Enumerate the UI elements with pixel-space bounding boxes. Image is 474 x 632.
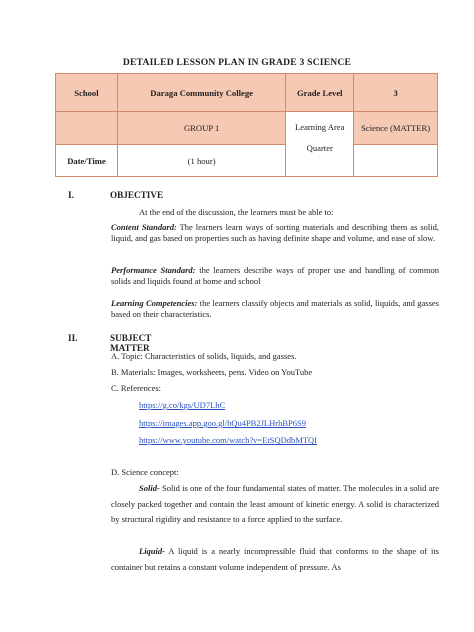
subject-matter-numeral: II.	[68, 333, 78, 343]
table-row	[56, 74, 438, 112]
learning-competencies-text: the learners classify objects and materials as solid, liquids, and gasses based on their characteristics.	[111, 298, 439, 320]
references-line: C. References:	[111, 383, 162, 393]
datetime-label: Date/Time	[56, 145, 118, 177]
liquid-label: Liquid-	[139, 546, 165, 556]
learning-competencies	[111, 298, 439, 321]
grade-level-value: 3	[354, 74, 438, 112]
reference-link[interactable]: https://www.youtube.com/watch?v=EtSQDdbMTQI	[139, 435, 317, 445]
school-value: Daraga Community College	[117, 74, 285, 112]
liquid-text: A liquid is a nearly incompressible fluid that conforms to the shape of its container but retains a constant volume independent of pressure. As	[111, 546, 439, 572]
performance-standard	[111, 265, 439, 288]
learning-competencies-label: Learning Competencies:	[111, 298, 198, 308]
topic-line: A. Topic: Characteristics of solids, liquids, and gasses.	[111, 351, 297, 361]
objective-numeral: I.	[68, 190, 74, 200]
learning-area-value: Science (MATTER)	[354, 112, 438, 145]
solid-text: Solid is one of the four fundamental states of matter. The molecules in a solid are closely packed together and contain the least amount of kinetic energy. A solid is characterized by structural rigidity and resistance to a force applied to the surface.	[111, 483, 439, 525]
datetime-value: (1 hour)	[117, 145, 285, 177]
table-row	[56, 145, 438, 177]
content-standard-text: The learners learn ways of sorting materials and describing them as solid, liquid, and gas based on properties such as having definite shape and volume, and ease of slow.	[111, 222, 439, 244]
solid-label: Solid-	[139, 483, 160, 493]
solid-concept	[111, 481, 439, 528]
school-label: School	[56, 74, 118, 112]
empty-cell	[354, 145, 438, 177]
table-row	[56, 112, 438, 145]
group-value: GROUP 1	[117, 112, 285, 145]
quarter-label: Quarter	[306, 143, 333, 153]
reference-link[interactable]: https://images.app.goo.gl/hQu4PB2JLHrhBP6S9	[139, 418, 306, 428]
document-title: DETAILED LESSON PLAN IN GRADE 3 SCIENCE	[122, 57, 352, 68]
performance-standard-text: the learners describe ways of proper use and handling of common solids and liquids found at home and school	[111, 265, 440, 287]
content-standard	[111, 222, 439, 245]
empty-cell	[56, 112, 118, 145]
subject-matter-title: SUBJECT MATTER	[110, 333, 152, 353]
content-standard-label: Content Standard:	[111, 222, 177, 232]
performance-standard-label: Performance Standard:	[111, 265, 196, 275]
science-concept-line: D. Science concept:	[111, 467, 179, 477]
materials-line: B. Materials: Images, worksheets, pens. Video on YouTube	[111, 367, 313, 377]
reference-link[interactable]: https://g.co/kgs/UD7LhC	[139, 400, 226, 410]
grade-level-label: Grade Level	[286, 74, 354, 112]
objective-title: OBJECTIVE	[110, 190, 164, 200]
objective-intro: At the end of the discussion, the learners must be able to:	[139, 207, 334, 217]
learning-area-cell	[286, 112, 354, 177]
liquid-concept	[111, 544, 439, 575]
learning-area-label: Learning Area	[295, 122, 345, 132]
lesson-info-table	[55, 73, 438, 177]
